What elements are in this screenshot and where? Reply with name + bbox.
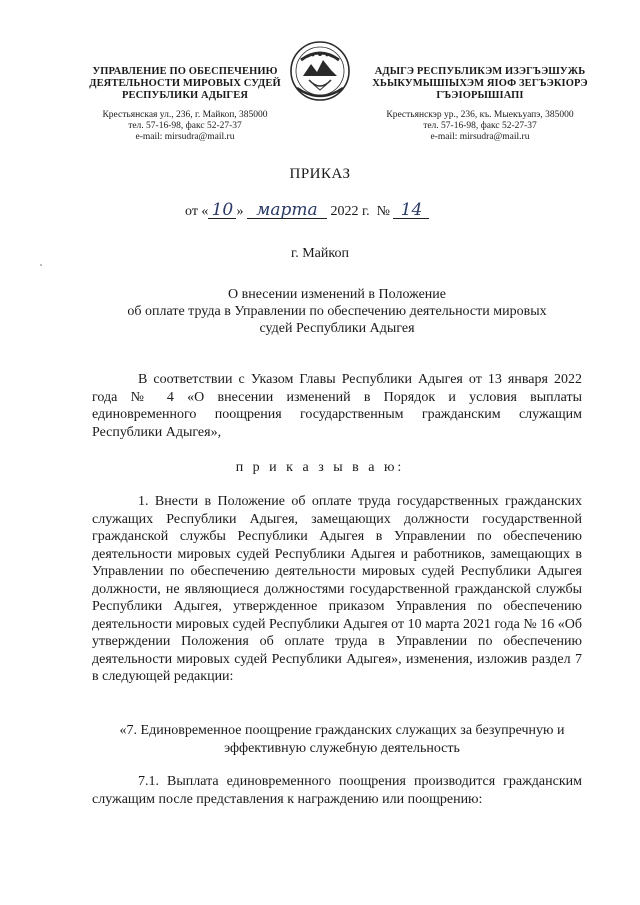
right-org-name: АДЫГЭ РЕСПУБЛИКЭМ ИЗЭГЪЭШУЖЬ ХЬЫКУМЫШІЫХЭМ ЯІОФ ЗЕГЪЭКІОРЭ ГЪЭІОРЫШІАПІ [372, 66, 588, 101]
item-7-1-paragraph: 7.1. Выплата единовременного поощрения производится гражданским служащим после представления к награждению или поощрению: [92, 774, 582, 807]
section-7-title: «7. Единовременное поощрение гражданских служащих за безупречную и эффективную служебную деятельность [119, 723, 565, 756]
handwritten-day: 10 [208, 202, 236, 219]
right-org-address: Крестьянскэр ур., 236, къ. Мыекъуапэ, 385000 тел. 57-16-98, факс 52-27-37 e-mail: mirsudra@mail.ru [386, 110, 574, 142]
date-prefix: от « [185, 204, 209, 219]
item-1-paragraph: 1. Внести в Положение об оплате труда государственных гражданских служащих Республики Адыгея, замещающих должности государственной гражданской службы Республики Адыгея в Управлении по обеспечению деятельности мировых судей Республики Адыгея и работников, замещающих в Управлении по обеспечению деятельности мировых судей Республики Адыгея должности, не являющиеся должностями государственной гражданской службы Республики Адыгея, утвержденное приказом Управления по обеспечению деятельности мировых судей Республики Адыгея от 10 марта 2021 года № 16 «Об утверждении Положения об оплате труда в Управлении по обеспечению деятельности мировых судей Республики Адыгея», изменения, изложив раздел 7 в следующей редакции: [92, 494, 582, 684]
document-subject: О внесении изменений в Положение об оплате труда в Управлении по обеспечению деятельности мировых судей Республики Адыгея [127, 287, 547, 336]
margin-mark [40, 264, 42, 266]
date-number-line [185, 202, 505, 220]
preamble-paragraph: В соответствии с Указом Главы Республики Адыгея от 13 января 2022 года № 4 «О внесении изменений в Порядок и условия выплаты единовременного поощрения государственным гражданским служащим Республики Адыгея», [92, 372, 582, 440]
document-title: ПРИКАЗ [289, 166, 351, 182]
handwritten-month: марта [247, 202, 327, 219]
header-left-block [60, 66, 310, 143]
date-mid: » [236, 204, 244, 219]
date-year: 2022 г. [330, 204, 370, 219]
city-name: г. Майкоп [291, 246, 349, 261]
coat-of-arms-adygea-icon [289, 40, 351, 102]
handwritten-number: 14 [393, 202, 429, 219]
left-org-address: Крестьянская ул., 236, г. Майкоп, 385000 тел. 57-16-98, факс 52-27-37 e-mail: mirsudra@mail.ru [102, 110, 268, 142]
left-org-name: УПРАВЛЕНИЕ ПО ОБЕСПЕЧЕНИЮ ДЕЯТЕЛЬНОСТИ МИРОВЫХ СУДЕЙ РЕСПУБЛИКИ АДЫГЕЯ [89, 66, 281, 101]
header-right-block [355, 66, 605, 143]
number-prefix: № [376, 204, 390, 219]
order-word: п р и к а з ы в а ю: [235, 460, 405, 475]
